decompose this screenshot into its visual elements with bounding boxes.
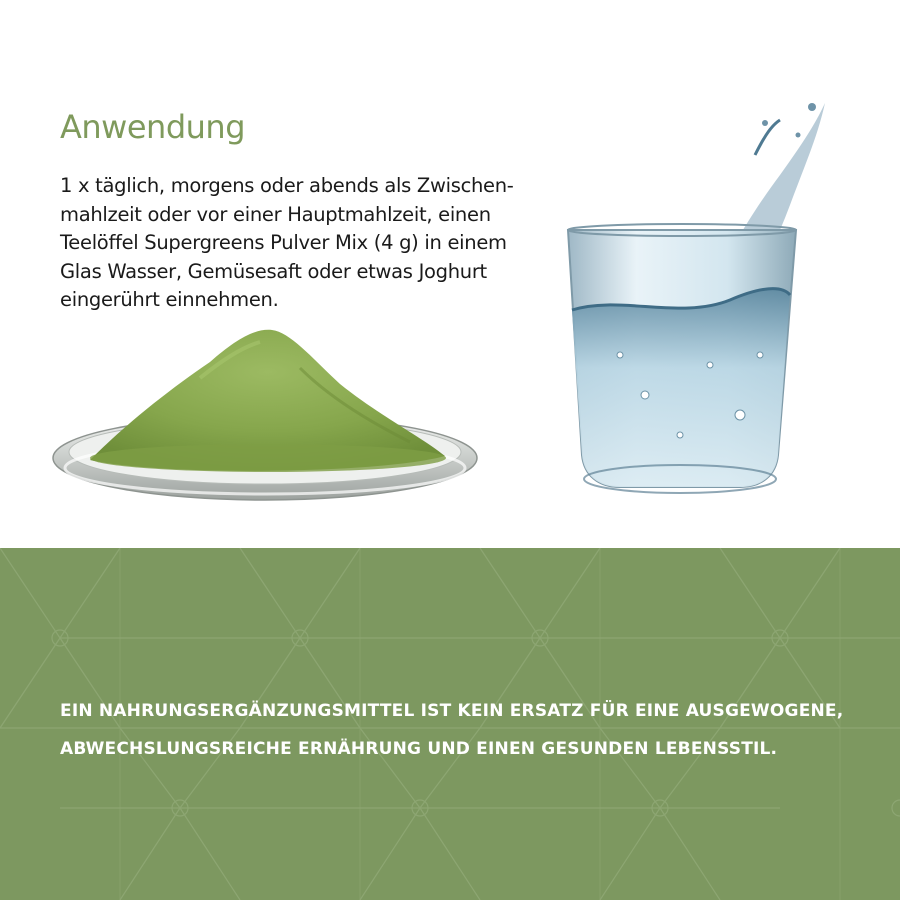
green-powder-image (50, 318, 490, 518)
disclaimer-text (60, 692, 843, 768)
disclaimer-line: ABWECHSLUNGSREICHE ERNÄHRUNG UND EINEN GESUNDEN LEBENSSTIL. (60, 739, 778, 759)
usage-line: 1 x täglich, morgens oder abends als Zwischen- (60, 174, 514, 197)
usage-text (60, 172, 540, 315)
usage-line: Teelöffel Supergreens Pulver Mix (4 g) in einem (60, 231, 507, 254)
usage-heading: Anwendung (60, 108, 245, 146)
usage-line: mahlzeit oder vor einer Hauptmahlzeit, einen (60, 202, 491, 226)
disclaimer-line: EIN NAHRUNGSERGÄNZUNGSMITTEL IST KEIN ERSATZ FÜR EINE AUSGEWOGENE, (60, 701, 844, 721)
usage-line: eingerührt einnehmen. (60, 288, 279, 311)
disclaimer-band (0, 548, 900, 900)
water-glass-image (550, 95, 840, 505)
usage-line: Glas Wasser, Gemüsesaft oder etwas Joghurt (60, 259, 487, 283)
